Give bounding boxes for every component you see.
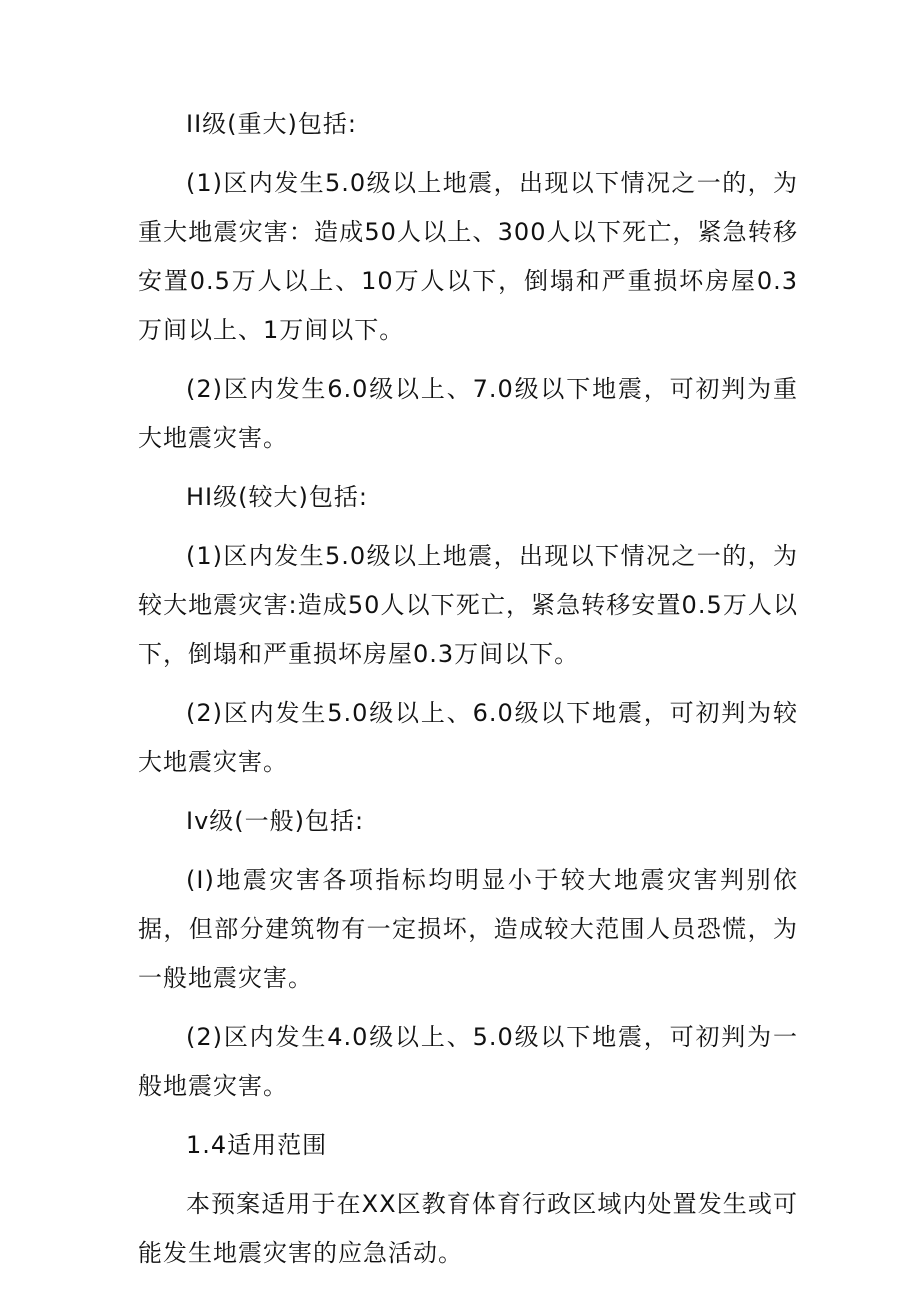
level-4-criterion-1: (I)地震灾害各项指标均明显小于较大地震灾害判别依据，但部分建筑物有一定损坏，造成较大范围人员恐慌，为一般地震灾害。 [138,866,798,992]
level-4-criterion-2: (2)区内发生4.0级以上、5.0级以下地震，可初判为一般地震灾害。 [138,1023,798,1100]
level-3-heading: HI级(较大)包括: [186,483,368,511]
level-3-criterion-1: (1)区内发生5.0级以上地震，出现以下情况之一的，为较大地震灾害:造成50人以下死亡，紧急转移安置0.5万人以下，倒塌和严重损坏房屋0.3万间以下。 [138,542,798,668]
level-2-heading: II级(重大)包括: [186,110,357,138]
level-3-criterion-2: (2)区内发生5.0级以上、6.0级以下地震，可初判为较大地震灾害。 [138,699,798,776]
document-page [138,100,798,1288]
level-4-heading: Iv级(一般)包括: [186,807,365,835]
level-2-criterion-2: (2)区内发生6.0级以上、7.0级以下地震，可初判为重大地震灾害。 [138,375,798,452]
section-1-4-heading: 1.4适用范围 [186,1131,328,1159]
scope-paragraph: 本预案适用于在XX区教育体育行政区域内处置发生或可能发生地震灾害的应急活动。 [138,1190,798,1267]
level-2-criterion-1: (1)区内发生5.0级以上地震，出现以下情况之一的，为重大地震灾害：造成50人以上、300人以下死亡，紧急转移安置0.5万人以上、10万人以下，倒塌和严重损坏房屋0.3万间以上、1万间以下。 [138,169,798,344]
